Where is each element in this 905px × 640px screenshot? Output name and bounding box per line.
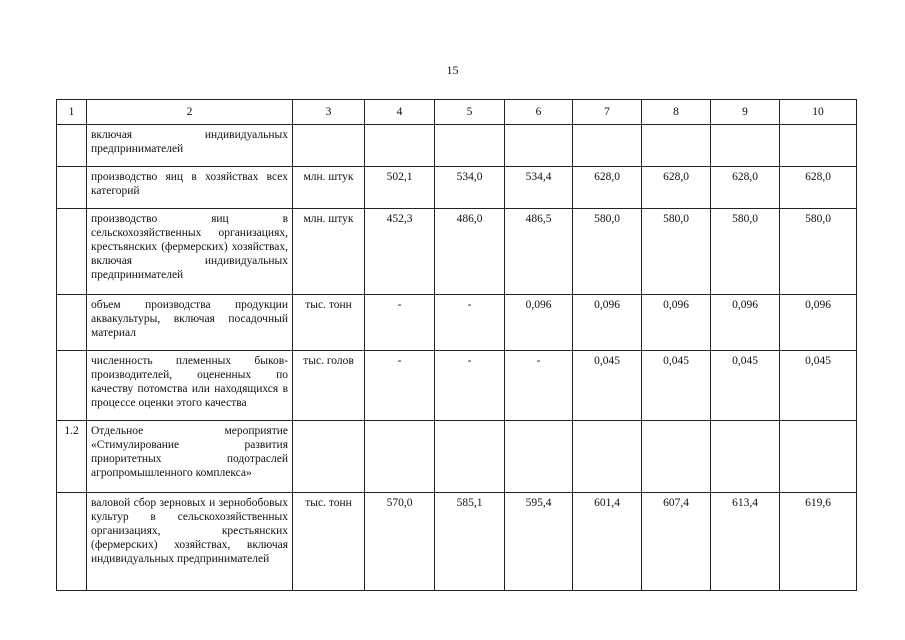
unit-cell: млн. штук [293,167,365,209]
value-cell: 580,0 [711,209,780,295]
value-cell: 628,0 [642,167,711,209]
value-cell: 0,045 [780,351,857,421]
value-cell [711,125,780,167]
value-cell: 628,0 [780,167,857,209]
indicator-name: производство яиц в сельскохозяйственных организациях, крестьянских (фермерских) хозяйствах, включая индивидуальных предпринимателей [87,209,293,295]
page-number: 15 [446,63,459,77]
value-cell: 534,4 [505,167,573,209]
indicator-name: объем производства продукции аквакультуры, включая посадочный материал [87,295,293,351]
value-cell: 607,4 [642,493,711,591]
unit-cell [293,421,365,493]
value-cell: 601,4 [573,493,642,591]
table-row [57,167,857,209]
value-cell: - [365,351,435,421]
value-cell [365,125,435,167]
value-cell: 0,045 [642,351,711,421]
table-row [57,125,857,167]
value-cell: 0,096 [642,295,711,351]
value-cell: - [435,295,505,351]
value-cell: 452,3 [365,209,435,295]
header-cell: 3 [293,100,365,125]
value-cell: - [505,351,573,421]
value-cell: 0,045 [711,351,780,421]
value-cell: 0,096 [573,295,642,351]
unit-cell [293,125,365,167]
header-cell: 2 [87,100,293,125]
value-cell [780,125,857,167]
value-cell [505,421,573,493]
header-cell: 10 [780,100,857,125]
table-row [57,209,857,295]
value-cell [505,125,573,167]
value-cell [711,421,780,493]
indicator-name: включая индивидуальных предпринимателей [87,125,293,167]
row-number [57,167,87,209]
unit-cell: млн. штук [293,209,365,295]
indicator-name: производство яиц в хозяйствах всех категорий [87,167,293,209]
table-header-row [57,100,857,125]
value-cell [435,421,505,493]
value-cell: 0,045 [573,351,642,421]
value-cell: 570,0 [365,493,435,591]
value-cell: 486,5 [505,209,573,295]
value-cell [365,421,435,493]
value-cell: - [435,351,505,421]
value-cell: - [365,295,435,351]
row-number [57,209,87,295]
value-cell: 619,6 [780,493,857,591]
value-cell: 580,0 [642,209,711,295]
table-row [57,351,857,421]
value-cell [780,421,857,493]
value-cell [573,421,642,493]
unit-cell: тыс. голов [293,351,365,421]
row-number [57,351,87,421]
row-number [57,493,87,591]
value-cell [573,125,642,167]
value-cell: 580,0 [780,209,857,295]
row-number: 1.2 [57,421,87,493]
value-cell: 502,1 [365,167,435,209]
value-cell: 628,0 [573,167,642,209]
table-row [57,421,857,493]
value-cell: 613,4 [711,493,780,591]
row-number [57,295,87,351]
header-cell: 9 [711,100,780,125]
value-cell [435,125,505,167]
indicator-name: численность племенных быков-производителей, оцененных по качеству потомства или находящихся в процессе оценки этого качества [87,351,293,421]
header-cell: 4 [365,100,435,125]
indicators-table [56,99,857,591]
indicator-name: валовой сбор зерновых и зернобобовых культур в сельскохозяйственных организациях, крестьянских (фермерских) хозяйствах, включая индивидуальных предпринимателей [87,493,293,591]
value-cell: 534,0 [435,167,505,209]
header-cell: 7 [573,100,642,125]
unit-cell: тыс. тонн [293,295,365,351]
value-cell [642,421,711,493]
indicator-name: Отдельное мероприятие «Стимулирование развития приоритетных подотраслей агропромышленного комплекса» [87,421,293,493]
unit-cell: тыс. тонн [293,493,365,591]
value-cell: 0,096 [780,295,857,351]
row-number [57,125,87,167]
header-cell: 6 [505,100,573,125]
value-cell: 595,4 [505,493,573,591]
value-cell: 580,0 [573,209,642,295]
value-cell: 0,096 [505,295,573,351]
value-cell: 585,1 [435,493,505,591]
header-cell: 5 [435,100,505,125]
header-cell: 8 [642,100,711,125]
value-cell [642,125,711,167]
header-cell: 1 [57,100,87,125]
value-cell: 0,096 [711,295,780,351]
table-row [57,295,857,351]
table-row [57,493,857,591]
value-cell: 486,0 [435,209,505,295]
value-cell: 628,0 [711,167,780,209]
